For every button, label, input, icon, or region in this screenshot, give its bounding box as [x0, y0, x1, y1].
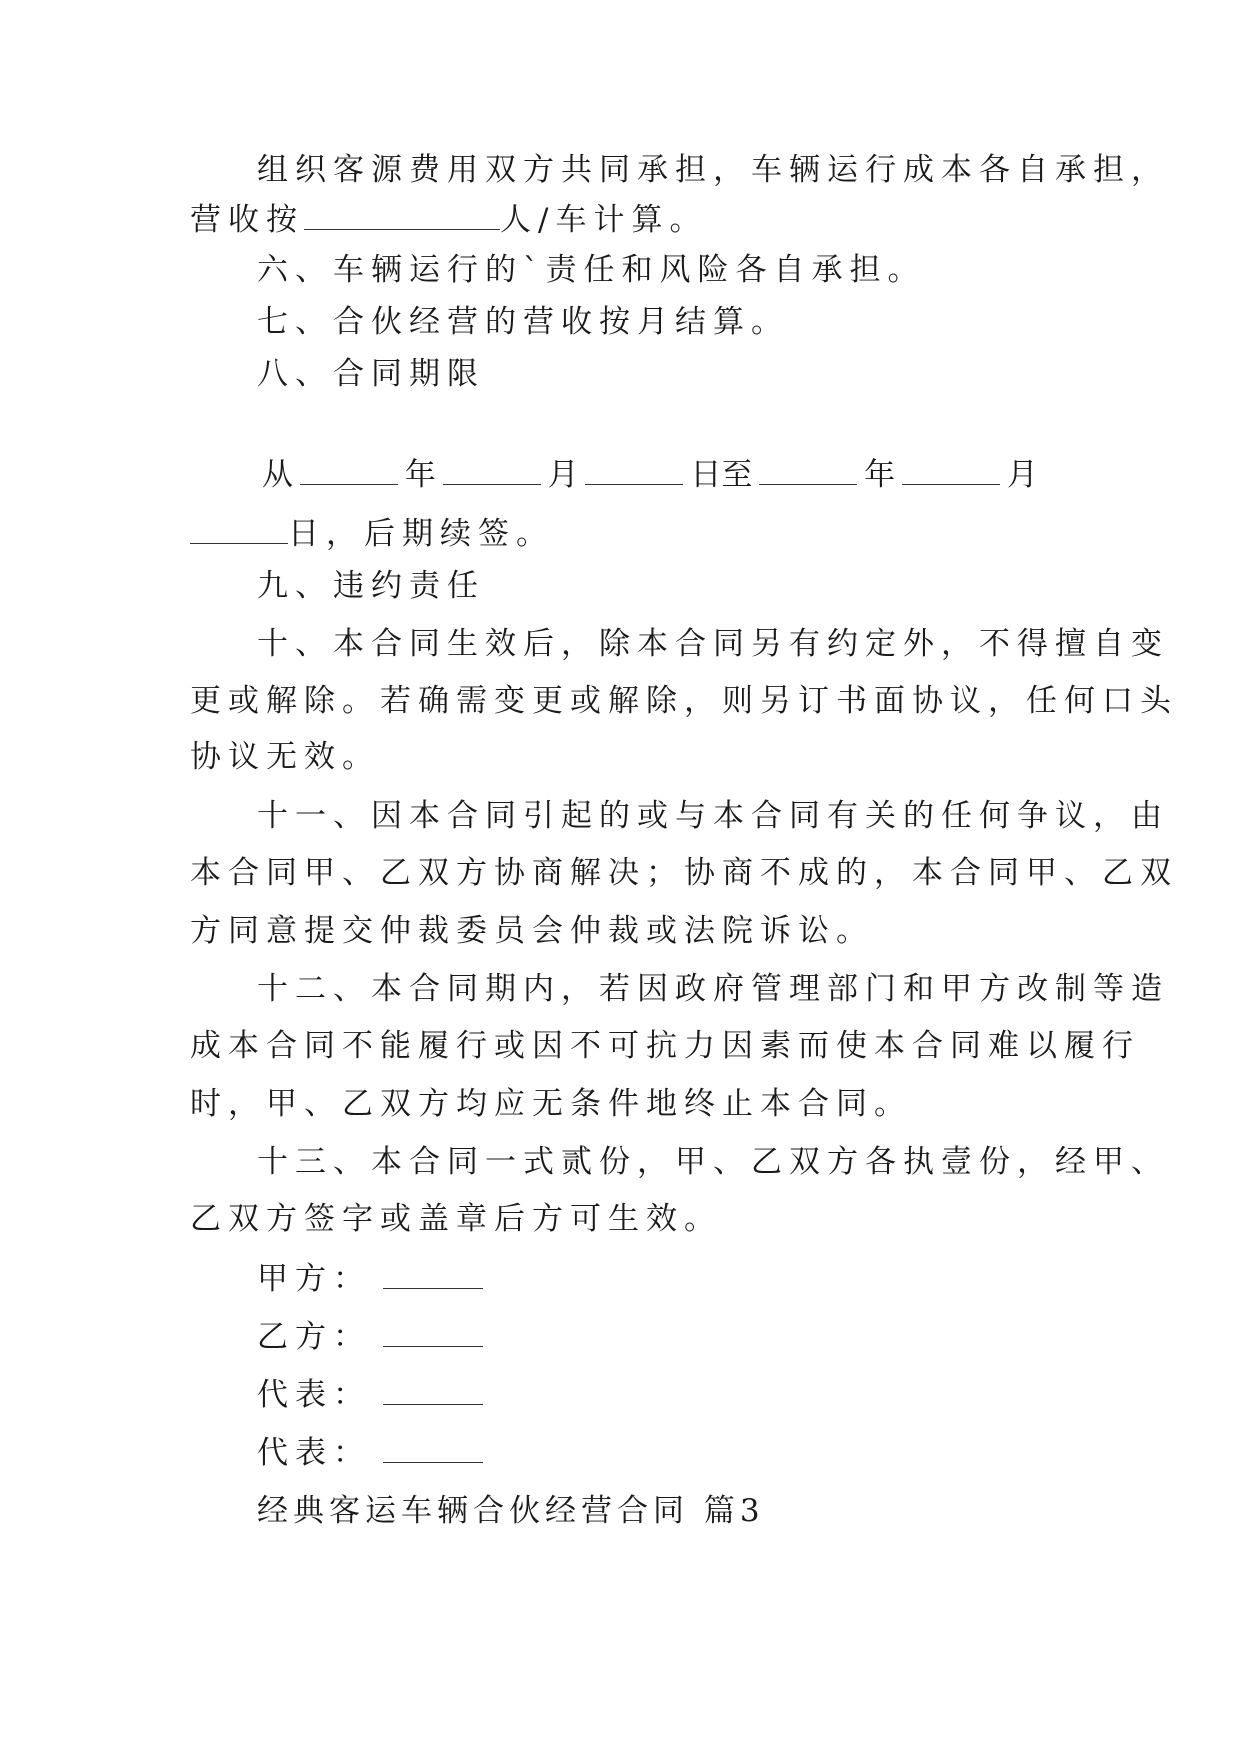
revenue-blank	[304, 203, 500, 230]
party-a-label: 甲方：	[257, 1261, 371, 1297]
contract-term-dates	[262, 455, 1038, 495]
clause-10-line2: 更或解除。若确需变更或解除，则另订书面协议，任何口头	[190, 683, 1178, 719]
clause-8-heading: 八、合同期限	[257, 356, 485, 392]
term-suffix: 日，后期续签。	[288, 516, 554, 552]
clause-6: 六、车辆运行的`责任和风险各自承担。	[257, 252, 926, 288]
signature-party-b	[257, 1317, 483, 1357]
paragraph-cost-sharing-line2	[190, 200, 707, 240]
clause-7: 七、合伙经营的营收按月结算。	[257, 304, 789, 340]
clause-12-line2: 成本合同不能履行或因不可抗力因素而使本合同难以履行	[190, 1028, 1140, 1064]
next-section-title: 经典客运车辆合伙经营合同 篇3	[257, 1493, 765, 1529]
date-from-label: 从	[262, 457, 293, 493]
clause-13-line1: 十三、本合同一式贰份，甲、乙双方各执壹份，经甲、	[257, 1144, 1169, 1180]
end-year-blank	[759, 458, 857, 485]
party-b-label: 乙方：	[257, 1319, 371, 1355]
revenue-prefix: 营收按	[190, 202, 304, 238]
end-month-blank	[902, 458, 1000, 485]
signature-representative-2	[257, 1433, 483, 1473]
clause-9-heading: 九、违约责任	[257, 568, 485, 604]
clause-12-line1: 十二、本合同期内，若因政府管理部门和甲方改制等造	[257, 971, 1169, 1007]
end-day-blank	[190, 517, 288, 544]
paragraph-cost-sharing-line1: 组织客源费用双方共同承担，车辆运行成本各自承担，	[257, 152, 1169, 188]
rep-1-blank	[383, 1378, 483, 1405]
start-month-blank	[443, 458, 541, 485]
revenue-suffix: 人/车计算。	[500, 202, 708, 238]
rep-1-label: 代表：	[257, 1377, 371, 1413]
signature-representative-1	[257, 1375, 483, 1415]
rep-2-blank	[383, 1436, 483, 1463]
party-b-blank	[383, 1320, 483, 1347]
signature-party-a	[257, 1259, 483, 1299]
year-label-2: 年	[864, 457, 896, 493]
clause-10-line3: 协议无效。	[190, 739, 380, 775]
month-label-2: 月	[1006, 457, 1038, 493]
day-to-label: 日至	[690, 457, 753, 493]
clause-11-line3: 方同意提交仲裁委员会仲裁或法院诉讼。	[190, 913, 874, 949]
start-year-blank	[300, 458, 398, 485]
start-day-blank	[585, 458, 683, 485]
contract-term-line2	[190, 514, 554, 554]
clause-12-line3: 时，甲、乙双方均应无条件地终止本合同。	[190, 1086, 912, 1122]
clause-13-line2: 乙双方签字或盖章后方可生效。	[190, 1201, 722, 1237]
clause-11-line2: 本合同甲、乙双方协商解决；协商不成的，本合同甲、乙双	[190, 855, 1178, 891]
rep-2-label: 代表：	[257, 1435, 371, 1471]
year-label-1: 年	[404, 457, 436, 493]
clause-10-line1: 十、本合同生效后，除本合同另有约定外，不得擅自变	[257, 626, 1169, 662]
month-label-1: 月	[547, 457, 579, 493]
clause-11-line1: 十一、因本合同引起的或与本合同有关的任何争议，由	[257, 798, 1169, 834]
party-a-blank	[383, 1262, 483, 1289]
